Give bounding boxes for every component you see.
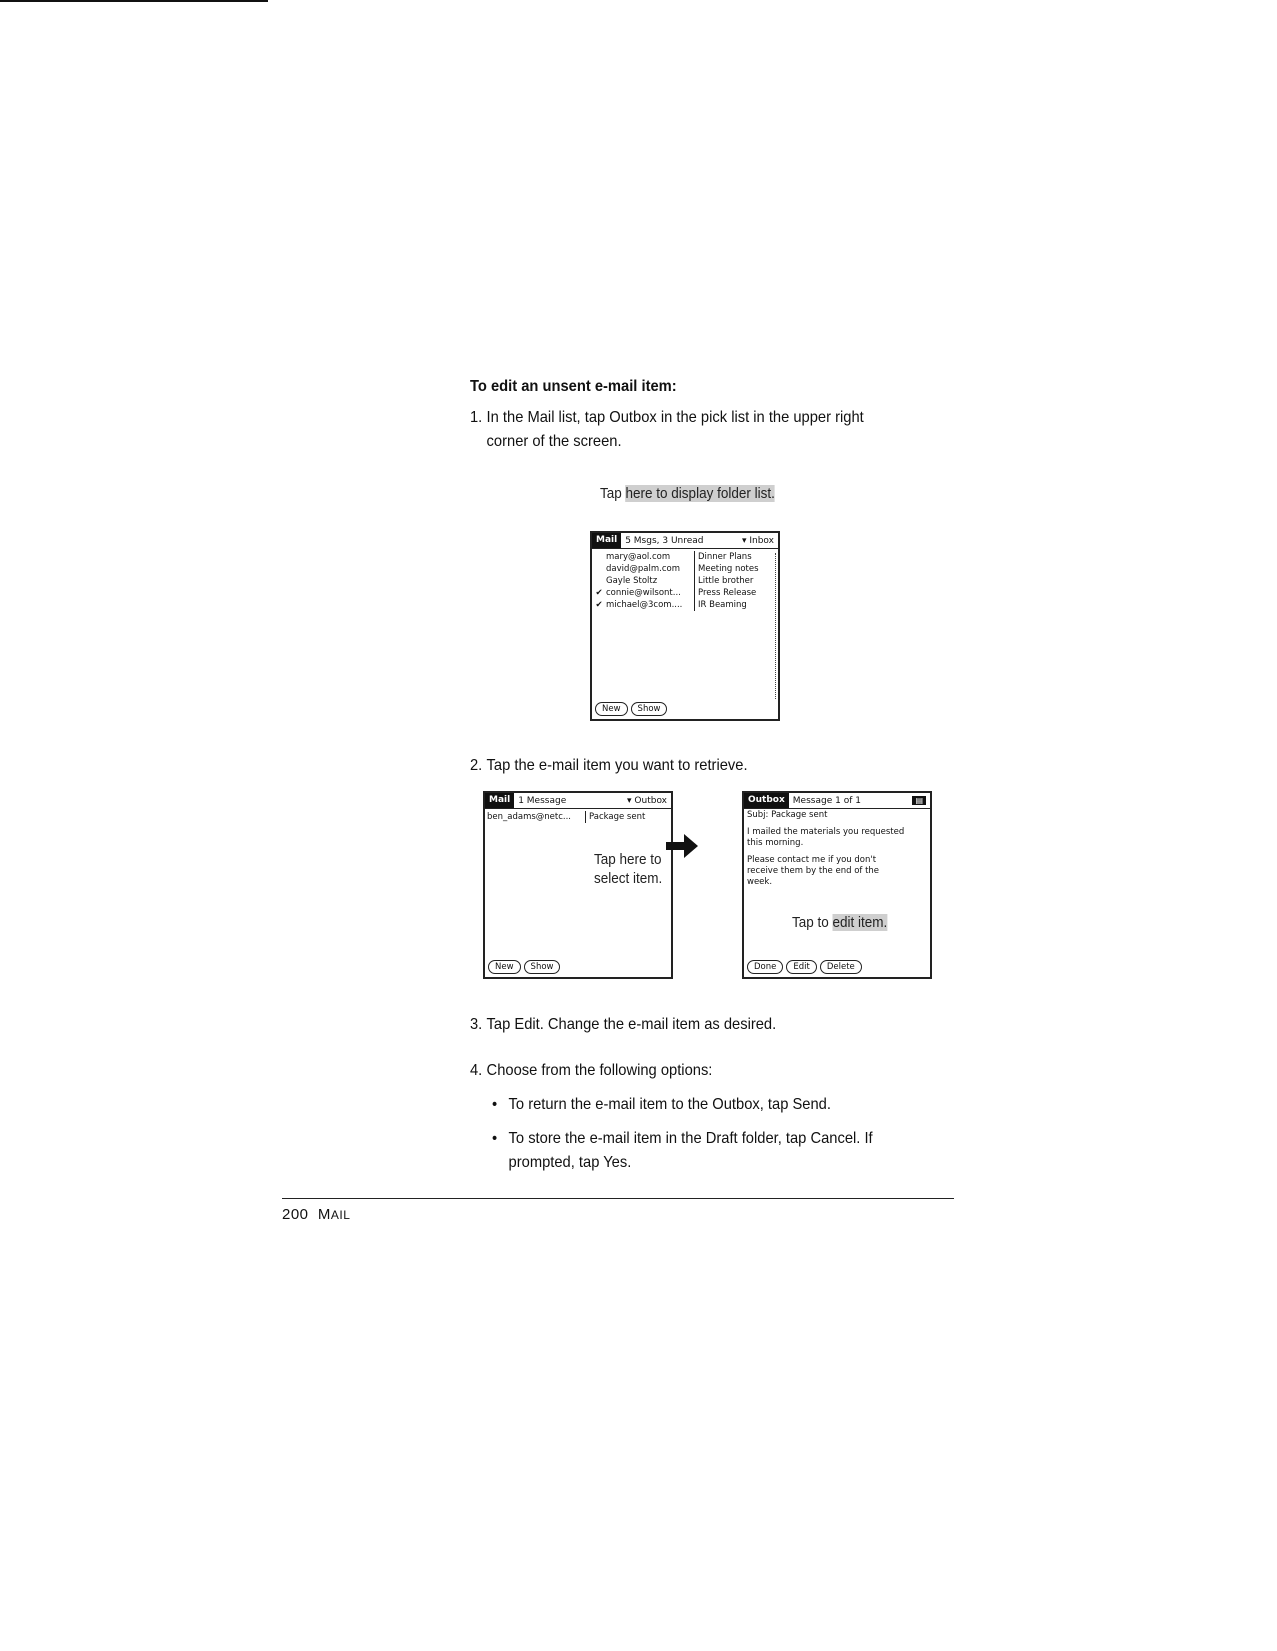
scrollbar[interactable] [775,553,776,699]
right-arrow-icon [664,832,700,860]
button-row [595,702,667,716]
done-button[interactable]: Done [747,960,783,974]
step-text: Tap the e-mail item you want to retrieve. [486,757,748,774]
bullet-icon: • [492,1130,498,1147]
bullet-text: To return the e-mail item to the Outbox, tap Send. [508,1096,831,1113]
title-bar [744,793,930,809]
step-2 [470,754,948,778]
title-bar [485,793,671,809]
outbox-tab[interactable]: Outbox [744,793,789,808]
message-list [592,549,778,611]
message-count: 5 Msgs, 3 Unread [625,535,704,546]
subject: Meeting notes [694,563,759,575]
delete-button[interactable]: Delete [820,960,862,974]
button-row [747,960,862,974]
message-count: 1 Message [518,795,567,806]
callout-text: select item. [594,870,663,887]
list-item[interactable] [592,563,778,575]
folder-pick-list[interactable]: ▾ Outbox [627,795,667,806]
show-button[interactable]: Show [631,702,668,716]
check-mark [592,563,606,575]
folder-pick-list[interactable]: ▾ Inbox [741,535,774,546]
step-4 [470,1059,948,1083]
body-line: this morning. [747,838,804,848]
page-number: 200 [282,1206,309,1223]
select-item-callout [594,850,662,888]
step-text-continued: corner of the screen. [486,433,622,450]
step-number: 4. [470,1062,483,1079]
subject: IR Beaming [694,599,747,611]
page-footer [282,1206,350,1223]
new-button[interactable]: New [595,702,628,716]
option-bullet-2 [492,1127,952,1175]
list-item[interactable] [592,575,778,587]
footer-rule [282,1198,954,1199]
subject: Little brother [694,575,753,587]
mail-inbox-screen [590,531,780,721]
subject: Dinner Plans [694,551,752,563]
check-mark: ✔ [595,600,603,610]
section-name-rest: AIL [330,1208,351,1222]
list-item[interactable] [592,551,778,563]
option-bullet-1 [492,1093,952,1117]
mail-tab[interactable]: Mail [592,533,621,548]
step-3 [470,1013,948,1037]
edit-item-callout [792,914,887,931]
step-number: 1. [470,409,483,426]
step-text: Tap Edit. Change the e-mail item as desired. [486,1016,777,1033]
bullet-text: To store the e-mail item in the Draft folder, tap Cancel. If [508,1130,873,1147]
step-number: 3. [470,1016,483,1033]
check-mark: ✔ [595,588,603,598]
check-mark [592,551,606,563]
sender: david@palm.com [606,564,680,574]
step-number: 2. [470,757,483,774]
subject: Press Release [694,587,756,599]
sender: mary@aol.com [606,552,671,562]
top-rule [0,0,268,2]
list-item[interactable] [592,599,778,611]
check-mark [592,575,606,587]
list-item[interactable] [485,809,671,823]
folder-list-callout [600,485,775,502]
sender: connie@wilsont... [606,588,681,598]
section-name-initial: M [317,1206,331,1223]
procedure-heading: To edit an unsent e-mail item: [470,378,677,395]
subject-line: Subj: Package sent [747,810,828,820]
body-line: week. [747,877,773,887]
subject: Package sent [585,811,645,823]
message-position: Message 1 of 1 [792,795,861,806]
bullet-icon: • [492,1096,498,1113]
body-line: receive them by the end of the [747,866,880,876]
callout-highlight: here to display folder list. [625,485,775,502]
sender: Gayle Stoltz [606,576,658,586]
callout-text: Tap here to [594,851,662,868]
body-line: Please contact me if you don't [747,855,877,865]
font-size-icon[interactable]: ▤ [912,796,926,805]
callout-text: Tap [600,485,626,502]
step-1 [470,406,948,454]
sender: ben_adams@netc... [487,812,572,822]
message-body [744,809,930,889]
callout-text: Tap to [792,914,833,931]
mail-tab[interactable]: Mail [485,793,514,808]
title-bar [592,533,778,549]
edit-button[interactable]: Edit [786,960,816,974]
button-row [488,960,560,974]
body-line: I mailed the materials you requested [747,827,905,837]
show-button[interactable]: Show [524,960,561,974]
list-item[interactable] [592,587,778,599]
sender: michael@3com.... [606,600,683,610]
outbox-message-screen [742,791,932,979]
new-button[interactable]: New [488,960,521,974]
step-text: In the Mail list, tap Outbox in the pick list in the upper right [486,409,864,426]
step-text: Choose from the following options: [486,1062,713,1079]
bullet-text-continued: prompted, tap Yes. [508,1154,632,1171]
callout-highlight: edit item. [832,914,888,931]
